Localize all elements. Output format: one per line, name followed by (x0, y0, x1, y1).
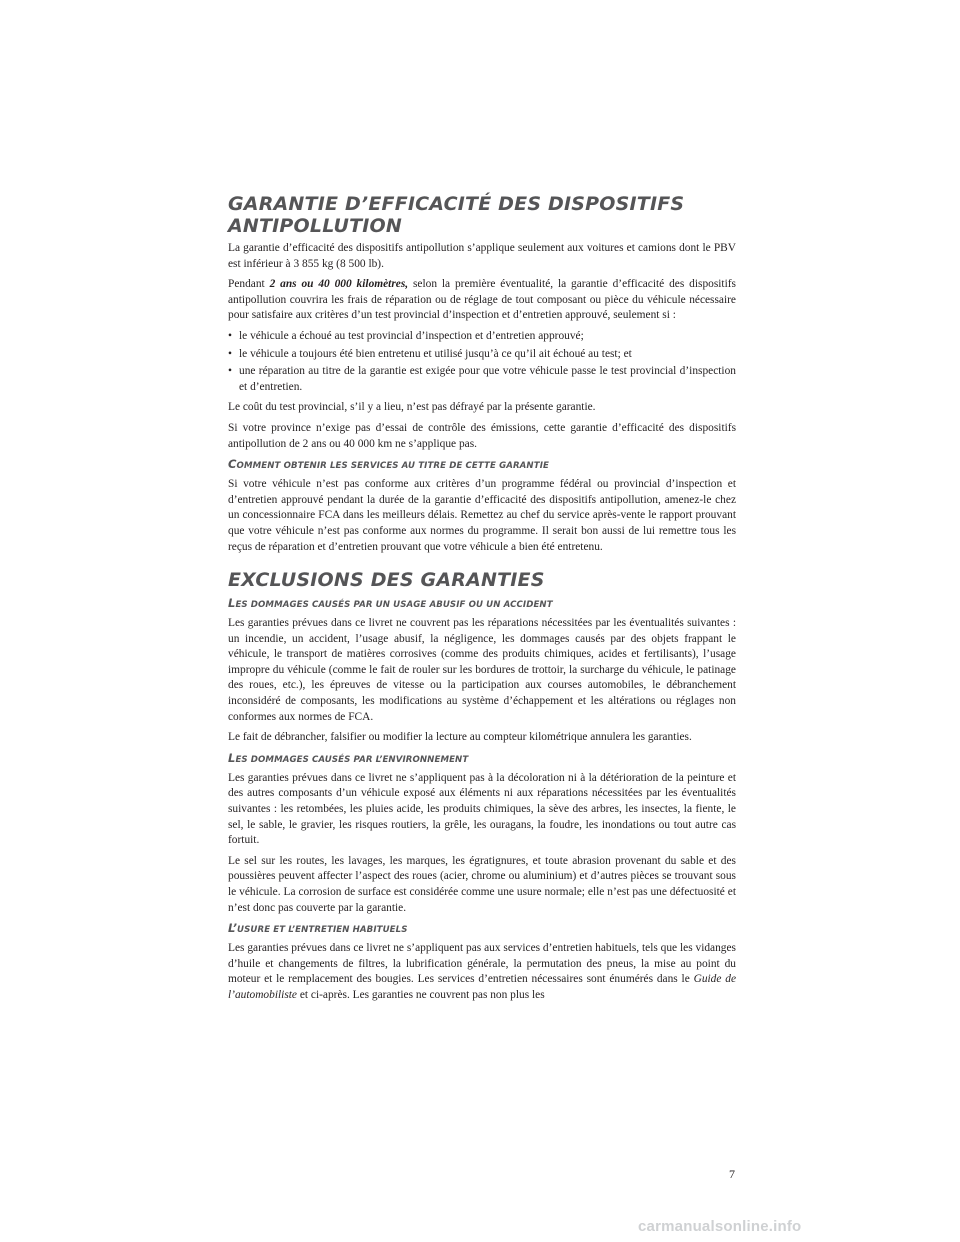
coverage-text: selon la première éventualité, la garantie d’efficacité des dispositifs antipollution couvrira les frais de réparation ou de réglage de tout composant ou pièce du véhicule nécessaire pour satisfaire aux critères d’un test provincial d’inspection et d’entretien approuvé, seulement si : (228, 278, 736, 322)
list-item (228, 329, 736, 345)
coverage-duration: 2 ans ou 40 000 kilomètres, (269, 278, 409, 291)
page-content (228, 193, 736, 1009)
subsection-initial: L’ (228, 921, 238, 936)
list-item-text: le véhicule a toujours été bien entretenu et utilisé jusqu’à ce qu’il ait échoué au test; et (239, 347, 632, 360)
paragraph-environment: Les garanties prévues dans ce livret ne s’appliquent pas à la décoloration ni à la détérioration de la peinture et des autres composants d’un véhicule exposé aux éléments ni aux réparations nécessitées par les éventualités suivantes : les retombées, les pluies acide, les produits chimiques, la sève des arbres, les insectes, la fiente, le sel, le sable, le gravier, les risques routiers, la grêle, les ouragans, la foudre, les inondations ou tout autre cas fortuit. (228, 771, 736, 847)
paragraph-abuse-accident: Les garanties prévues dans ce livret ne couvrent pas les réparations nécessitées par les éventualités suivantes : un incendie, un accident, l’usage abusif, la négligence, les dommages causés par des objets frappant le véhicule, le transport de matières corrosives (comme des produits chimiques, acides et fertilisants), l’usage impropre du véhicule (comme le fait de rouler sur les bordures de trottoir, la surcharge du véhicule, le patinage des roues, etc.), les épreuves de vitesse ou la participation aux courses automobiles, le débranchement inconsidéré de composants, les modifications au système d’échappement et les altérations ou réglages non conformes aux normes de FCA. (228, 617, 736, 723)
paragraph-applicability: La garantie d’efficacité des dispositifs antipollution s’applique seulement aux voitures et camions dont le PBV est inférieur à 3 855 kg (8 500 lb). (228, 242, 736, 270)
section-title-exclusions: EXCLUSIONS DES GARANTIES (228, 569, 545, 592)
watermark: carmanualsonline.info (638, 1218, 802, 1235)
paragraph-how-to-obtain-service: Si votre véhicule n’est pas conforme aux critères d’un programme fédéral ou provincial d’inspection et d’entretien approuvé pendant la durée de la garantie d’efficacité des dispositifs antipollution, amenez-le chez un concessionnaire FCA dans les meilleurs délais. Remettez au chef du service après-vente le rapport prouvant que votre véhicule n’est pas conforme aux normes du programme. Il serait bon aussi de lui remettre tous les reçus de réparation et d’entretien prouvant que votre véhicule a bien été entretenu. (228, 478, 736, 553)
subsection-rest: ES DOMMAGES CAUSÉS PAR UN USAGE ABUSIF OU UN ACCIDENT (235, 600, 553, 611)
subsection-rest: USURE ET L’ (237, 925, 296, 936)
wear-text: Les garanties prévues dans ce livret ne s’appliquent pas aux services d’entretien habituels, tels que les vidanges d’huile et changements de filtres, la lubrification générale, la permutation des pneus, la mise au point du moteur et le remplacement des bougies. Les services d’entretien nécessaires sont énumérés dans le (228, 942, 736, 986)
section-title-emissions-warranty (228, 193, 736, 237)
subsection-initial: L (228, 750, 236, 765)
subsection-rest: ES DOMMAGES CAUSÉS PAR L’ENVIRONNEMENT (235, 754, 469, 765)
list-item-text: une réparation au titre de la garantie est exigée pour que votre véhicule passe le test provincial d’inspection et d’entretien. (239, 365, 736, 393)
paragraph-test-cost: Le coût du test provincial, s’il y a lieu, n’est pas défrayé par la présente garantie. (228, 401, 596, 414)
wear-text-continued: et ci-après. Les garanties ne couvrent pas non plus les (296, 988, 545, 1001)
paragraph-coverage (228, 277, 736, 324)
subsection-title-wear-maintenance (228, 922, 736, 936)
page-number: 7 (729, 1167, 735, 1181)
subsection-title-abuse-accident (228, 597, 736, 611)
subsection-title-environment (228, 752, 736, 766)
title-line-1: GARANTIE D’EFFICACITÉ DES DISPOSITIFS (228, 193, 685, 215)
title-line-2: ANTIPOLLUTION (228, 215, 402, 237)
subsection-rest-2: ENTRETIEN HABITUELS (295, 925, 408, 936)
paragraph-wear-maintenance (228, 941, 736, 1003)
bullet-icon: • (228, 329, 232, 342)
owner-guide-reference: Guide de l’automobiliste (228, 973, 737, 1001)
conditions-list (228, 329, 736, 395)
list-item-text: le véhicule a échoué au test provincial d’inspection et d’entretien approuvé; (239, 329, 584, 342)
bullet-icon: • (228, 365, 232, 378)
list-item (228, 364, 736, 395)
paragraph-odometer: Le fait de débrancher, falsifier ou modifier la lecture au compteur kilométrique annulera les garanties. (228, 731, 692, 744)
paragraph-no-provincial-test: Si votre province n’exige pas d’essai de contrôle des émissions, cette garantie d’efficacité des dispositifs antipollution de 2 ans ou 40 000 km ne s’applique pas. (228, 421, 736, 450)
list-item (228, 347, 736, 363)
subsection-initial: L (228, 596, 236, 611)
bullet-icon: • (228, 347, 232, 360)
subsection-initial: C (228, 457, 237, 472)
paragraph-road-salt: Le sel sur les routes, les lavages, les marques, les égratignures, et toute abrasion provenant du sable et des poussières peuvent affecter l’aspect des roues (acier, chrome ou aluminium) et d’autres pièces se trouvant sous le véhicule. La corrosion de surface est considérée comme une usure normale; elle n’est pas une défectuosité et n’est donc pas couverte par la garantie. (228, 854, 736, 914)
coverage-lead: Pendant (228, 278, 270, 291)
subsection-title-how-to-obtain-service (228, 458, 736, 472)
subsection-rest: OMMENT OBTENIR LES SERVICES AU TITRE DE CETTE GARANTIE (236, 461, 549, 472)
